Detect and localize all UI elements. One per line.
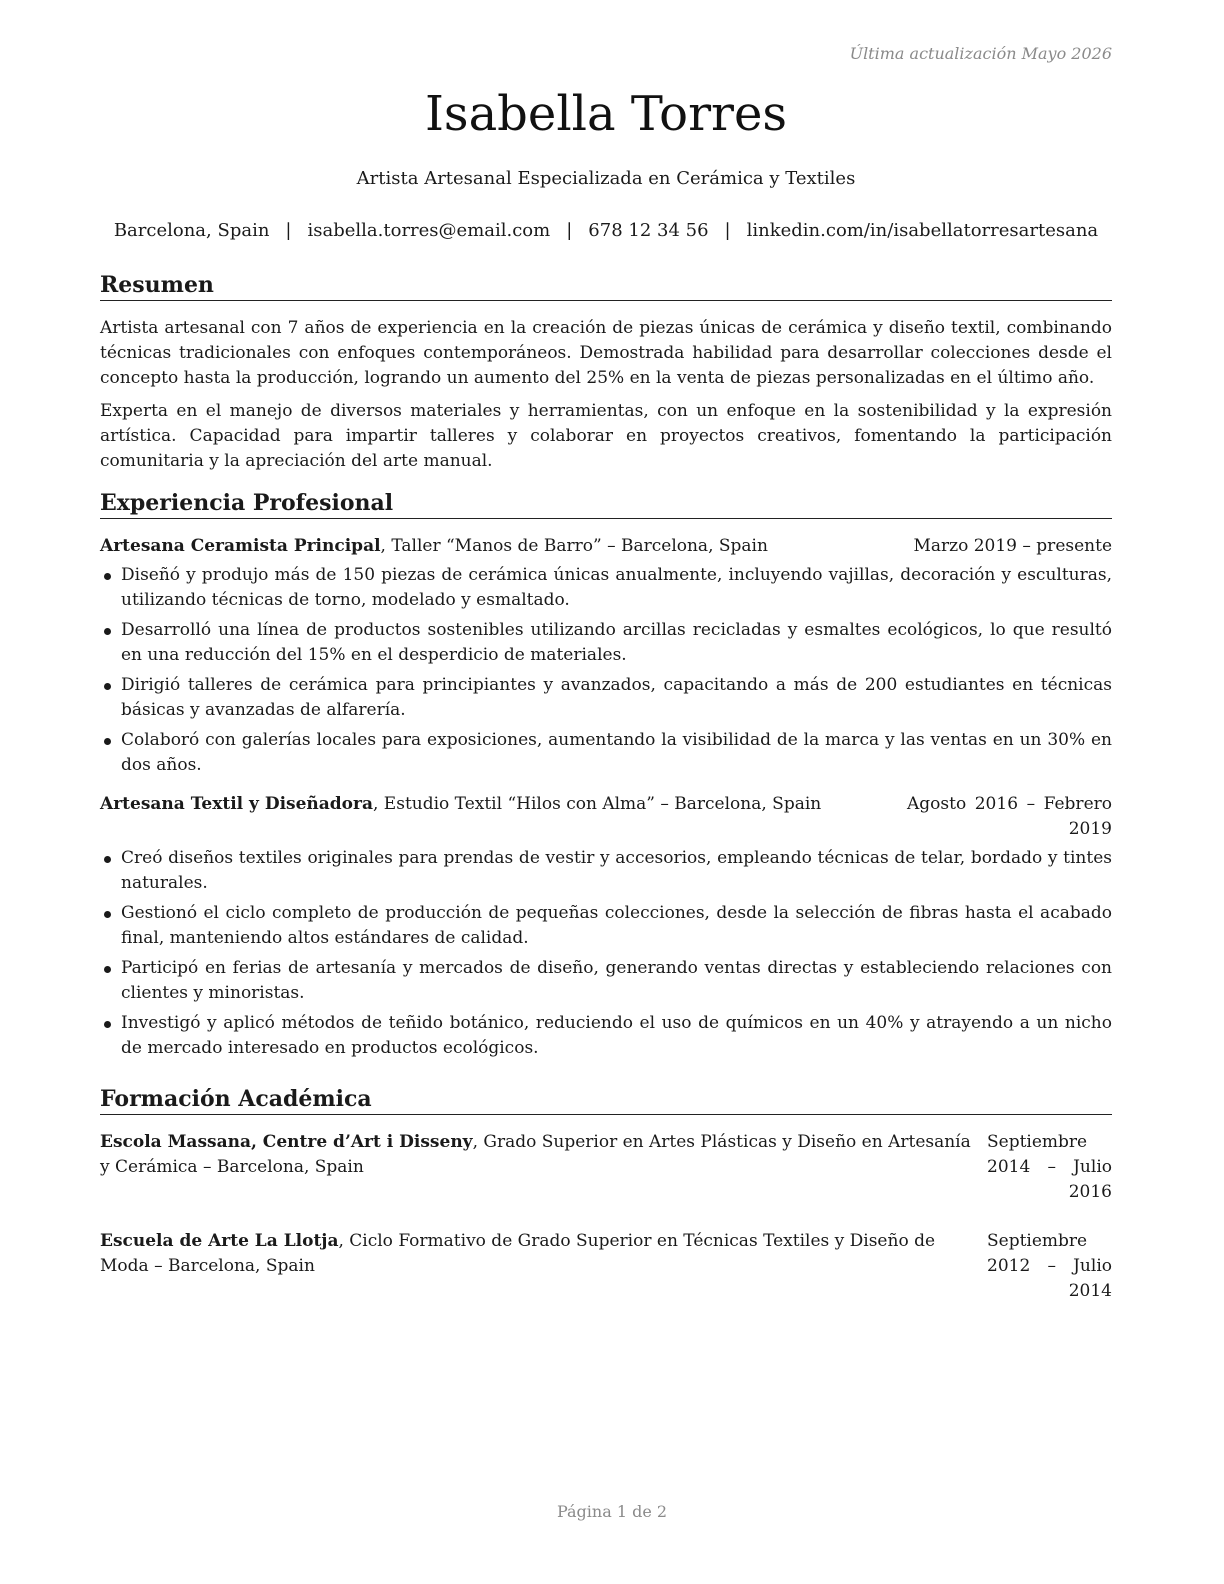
education-degree: , Grado Superior en Artes Plásticas y Diseño en Artesanía y Cerámica – Barcelona, Spain (100, 1132, 971, 1177)
headline: Artista Artesanal Especializada en Cerámica y Textiles (356, 168, 856, 189)
contact-separator: | (285, 220, 292, 241)
bullet-text: Colaboró con galerías locales para exposiciones, aumentando la visibilidad de la marca y las ventas en un 30% en dos años. (121, 730, 1112, 775)
section-title-experience: Experiencia Profesional (100, 489, 1112, 519)
bullet-icon (104, 1021, 111, 1028)
bullet-icon (104, 856, 111, 863)
bullet-text: Desarrolló una línea de productos sostenibles utilizando arcillas recicladas y esmaltes ecológicos, lo que resultó en una reducción del 15% en el desperdicio de materiales. (121, 620, 1112, 665)
contact-separator: | (724, 220, 731, 241)
job-role: Artesana Ceramista Principal (100, 536, 381, 556)
education-school: Escola Massana, Centre d’Art i Disseny (100, 1132, 473, 1152)
summary-paragraph: Experta en el manejo de diversos materiales y herramientas, con un enfoque en la sostenibilidad y la expresión artística. Capacidad para impartir talleres y colaborar en proyectos creativos, fomentando la participación comunitaria y la apreciación del arte manual. (100, 401, 1112, 471)
contact-separator: | (566, 220, 573, 241)
section-title-education: Formación Académica (100, 1085, 1112, 1115)
contact-line (100, 220, 1112, 241)
bullet-text: Gestionó el ciclo completo de producción de pequeñas colecciones, desde la selección de fibras hasta el acabado final, manteniendo altos estándares de calidad. (121, 903, 1112, 948)
contact-email[interactable]: isabella.torres@email.com (307, 220, 551, 241)
job-dates: Agosto 2016 – Febrero 2019 (907, 794, 1112, 839)
job-bullets (100, 563, 1112, 778)
page-number: Página 1 de 2 (556, 1502, 668, 1521)
bullet-icon (104, 628, 111, 635)
job-header (100, 792, 1112, 842)
bullet-item (100, 956, 1112, 1006)
bullet-icon (104, 573, 111, 580)
bullet-icon (104, 911, 111, 918)
experience-section (100, 489, 1112, 1066)
education-section (100, 1085, 1112, 1304)
education-entry (100, 1229, 1112, 1304)
summary-section (100, 271, 1112, 474)
job-org: , Estudio Textil “Hilos con Alma” – Barcelona, Spain (373, 794, 822, 814)
bullet-icon (104, 683, 111, 690)
resume-page (100, 0, 1112, 1584)
section-title-summary: Resumen (100, 271, 1112, 301)
bullet-item (100, 728, 1112, 778)
bullet-item (100, 618, 1112, 668)
contact-location: Barcelona, Spain (113, 220, 270, 241)
bullet-text: Dirigió talleres de cerámica para principiantes y avanzados, capacitando a más de 200 estudiantes en técnicas básicas y avanzadas de alfarería. (121, 675, 1112, 720)
job-org: , Taller “Manos de Barro” – Barcelona, Spain (380, 536, 768, 556)
candidate-name: Isabella Torres (424, 86, 788, 142)
job-role: Artesana Textil y Diseñadora (100, 794, 373, 814)
bullet-item (100, 673, 1112, 723)
bullet-text: Participó en ferias de artesanía y mercados de diseño, generando ventas directas y estableciendo relaciones con clientes y minoristas. (121, 958, 1112, 1003)
bullet-text: Investigó y aplicó métodos de teñido botánico, reduciendo el uso de químicos en un 40% y atrayendo a un nicho de mercado interesado en productos ecológicos. (121, 1013, 1112, 1058)
education-degree: , Ciclo Formativo de Grado Superior en Técnicas Textiles y Diseño de Moda – Barcelona, Spain (100, 1231, 936, 1276)
bullet-item (100, 901, 1112, 951)
education-entry (100, 1130, 1112, 1205)
bullet-item (100, 1011, 1112, 1061)
job-entry (100, 792, 1112, 1061)
bullet-text: Creó diseños textiles originales para prendas de vestir y accesorios, empleando técnicas de telar, bordado y tintes naturales. (121, 848, 1112, 893)
bullet-icon (104, 738, 111, 745)
summary-paragraph: Artista artesanal con 7 años de experiencia en la creación de piezas únicas de cerámica y diseño textil, combinando técnicas tradicionales con enfoques contemporáneos. Demostrada habilidad para desarrollar colecciones desde el concepto hasta la producción, logrando un aumento del 25% en la venta de piezas personalizadas en el último año. (100, 318, 1112, 388)
job-bullets (100, 846, 1112, 1061)
bullet-item (100, 563, 1112, 613)
education-dates: Septiembre 2012 – Julio 2014 (987, 1231, 1112, 1301)
last-updated: Última actualización Mayo 2026 (849, 44, 1112, 63)
job-entry (100, 534, 1112, 778)
bullet-text: Diseñó y produjo más de 150 piezas de cerámica únicas anualmente, incluyendo vajillas, decoración y esculturas, utilizando técnicas de torno, modelado y esmaltado. (121, 565, 1112, 610)
contact-phone[interactable]: 678 12 34 56 (588, 220, 709, 241)
job-dates: Marzo 2019 – presente (913, 536, 1112, 556)
bullet-icon (104, 966, 111, 973)
education-dates: Septiembre 2014 – Julio 2016 (987, 1132, 1112, 1202)
education-school: Escuela de Arte La Llotja (100, 1231, 339, 1251)
contact-linkedin[interactable]: linkedin.com/in/isabellatorresartesana (746, 220, 1099, 241)
bullet-item (100, 846, 1112, 896)
job-header (100, 534, 1112, 559)
